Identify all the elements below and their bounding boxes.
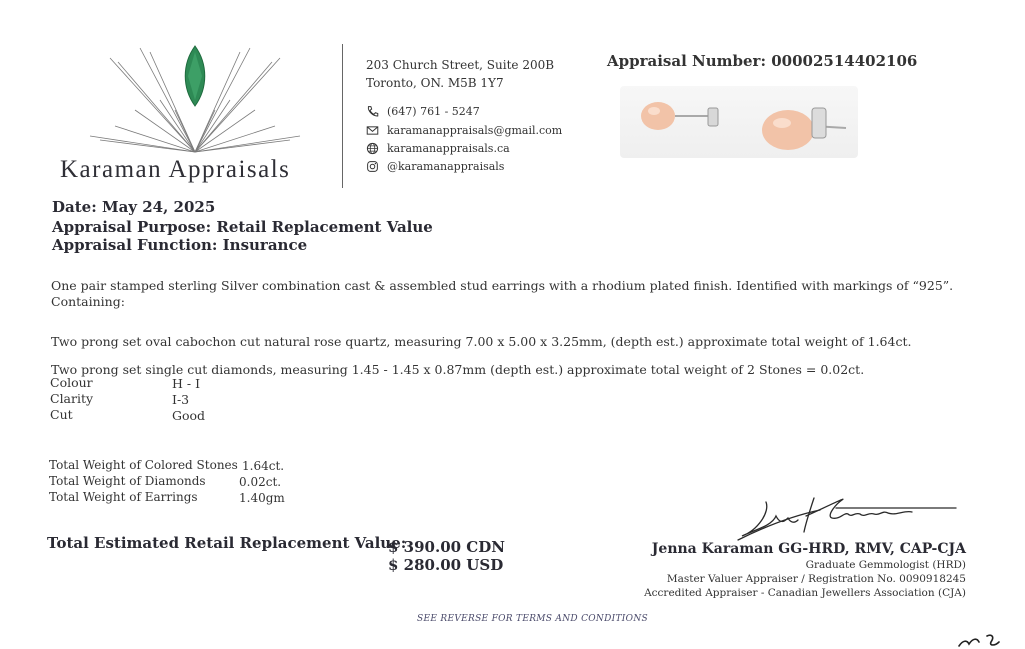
spec-value-cut: Good [172, 408, 206, 423]
contact-email [366, 124, 562, 137]
stone-description-1: Two prong set oval cabochon cut natural rose quartz, measuring 7.00 x 5.00 x 3.25mm, (depth est.) approximate total weight of 1.64ct. [51, 334, 912, 349]
spec-label-colour: Colour [50, 375, 93, 390]
spec-label-cut: Cut [50, 407, 73, 422]
brand-name: Karaman Appraisals [60, 156, 291, 183]
address-line-1: 203 Church Street, Suite 200B [366, 58, 555, 72]
valuation-usd: $ 280.00 USD [388, 556, 504, 574]
signatory-name: Jenna Karaman GG-HRD, RMV, CAP-CJA [651, 541, 966, 557]
total-label-colored: Total Weight of Colored Stones [49, 458, 238, 472]
appraisal-purpose: Appraisal Purpose: Retail Replacement Value [52, 218, 433, 236]
spec-value-clarity: I-3 [172, 392, 190, 407]
phone-icon [366, 105, 379, 118]
appraisal-date: Date: May 24, 2025 [52, 198, 216, 216]
spec-value-colour: H - I [172, 376, 201, 391]
description-line-1: One pair stamped sterling Silver combination cast & assembled stud earrings with a rhodium plated finish. Identified with markings of “925”. [51, 278, 954, 293]
spec-label-clarity: Clarity [50, 391, 94, 406]
description-line-2: Containing: [51, 294, 125, 309]
valuation-cdn: $ 390.00 CDN [388, 538, 505, 556]
email-text: karamanappraisals@gmail.com [387, 124, 563, 137]
signatory-title-1: Graduate Gemmologist (HRD) [805, 559, 966, 571]
header-divider [342, 44, 343, 188]
signatory-title-3: Accredited Appraiser - Canadian Jewellers Association (CJA) [644, 587, 966, 599]
contact-instagram [366, 160, 504, 173]
mail-icon [366, 124, 379, 137]
total-value-diamonds: 0.02ct. [239, 475, 282, 489]
total-label-diamonds: Total Weight of Diamonds [49, 474, 206, 488]
website-text: karamanappraisals.ca [387, 142, 510, 155]
appraisal-number: Appraisal Number: 00002514402106 [607, 52, 918, 70]
terms-footer: SEE REVERSE FOR TERMS AND CONDITIONS [417, 614, 648, 624]
address-line-2: Toronto, ON. M5B 1Y7 [366, 76, 504, 90]
globe-icon [366, 142, 379, 155]
total-label-earrings: Total Weight of Earrings [49, 490, 198, 504]
valuation-label: Total Estimated Retail Replacement Value: [47, 534, 407, 552]
stone-description-2: Two prong set single cut diamonds, measuring 1.45 - 1.45 x 0.87mm (depth est.) approximate total weight of 2 Stones = 0.02ct. [51, 362, 865, 377]
total-value-earrings: 1.40gm [239, 491, 285, 505]
earrings-photo [620, 86, 858, 158]
contact-phone [366, 105, 480, 118]
signature-image [736, 486, 958, 544]
phone-text: (647) 761 - 5247 [387, 105, 480, 118]
instagram-icon [366, 160, 379, 173]
contact-website [366, 142, 510, 155]
handwritten-mark [955, 632, 1015, 649]
total-value-colored: 1.64ct. [242, 459, 285, 473]
signatory-title-2: Master Valuer Appraiser / Registration No. 0090918245 [666, 573, 966, 585]
instagram-text: @karamanappraisals [387, 160, 505, 173]
logo-icon [80, 40, 310, 158]
appraisal-function: Appraisal Function: Insurance [52, 236, 308, 254]
